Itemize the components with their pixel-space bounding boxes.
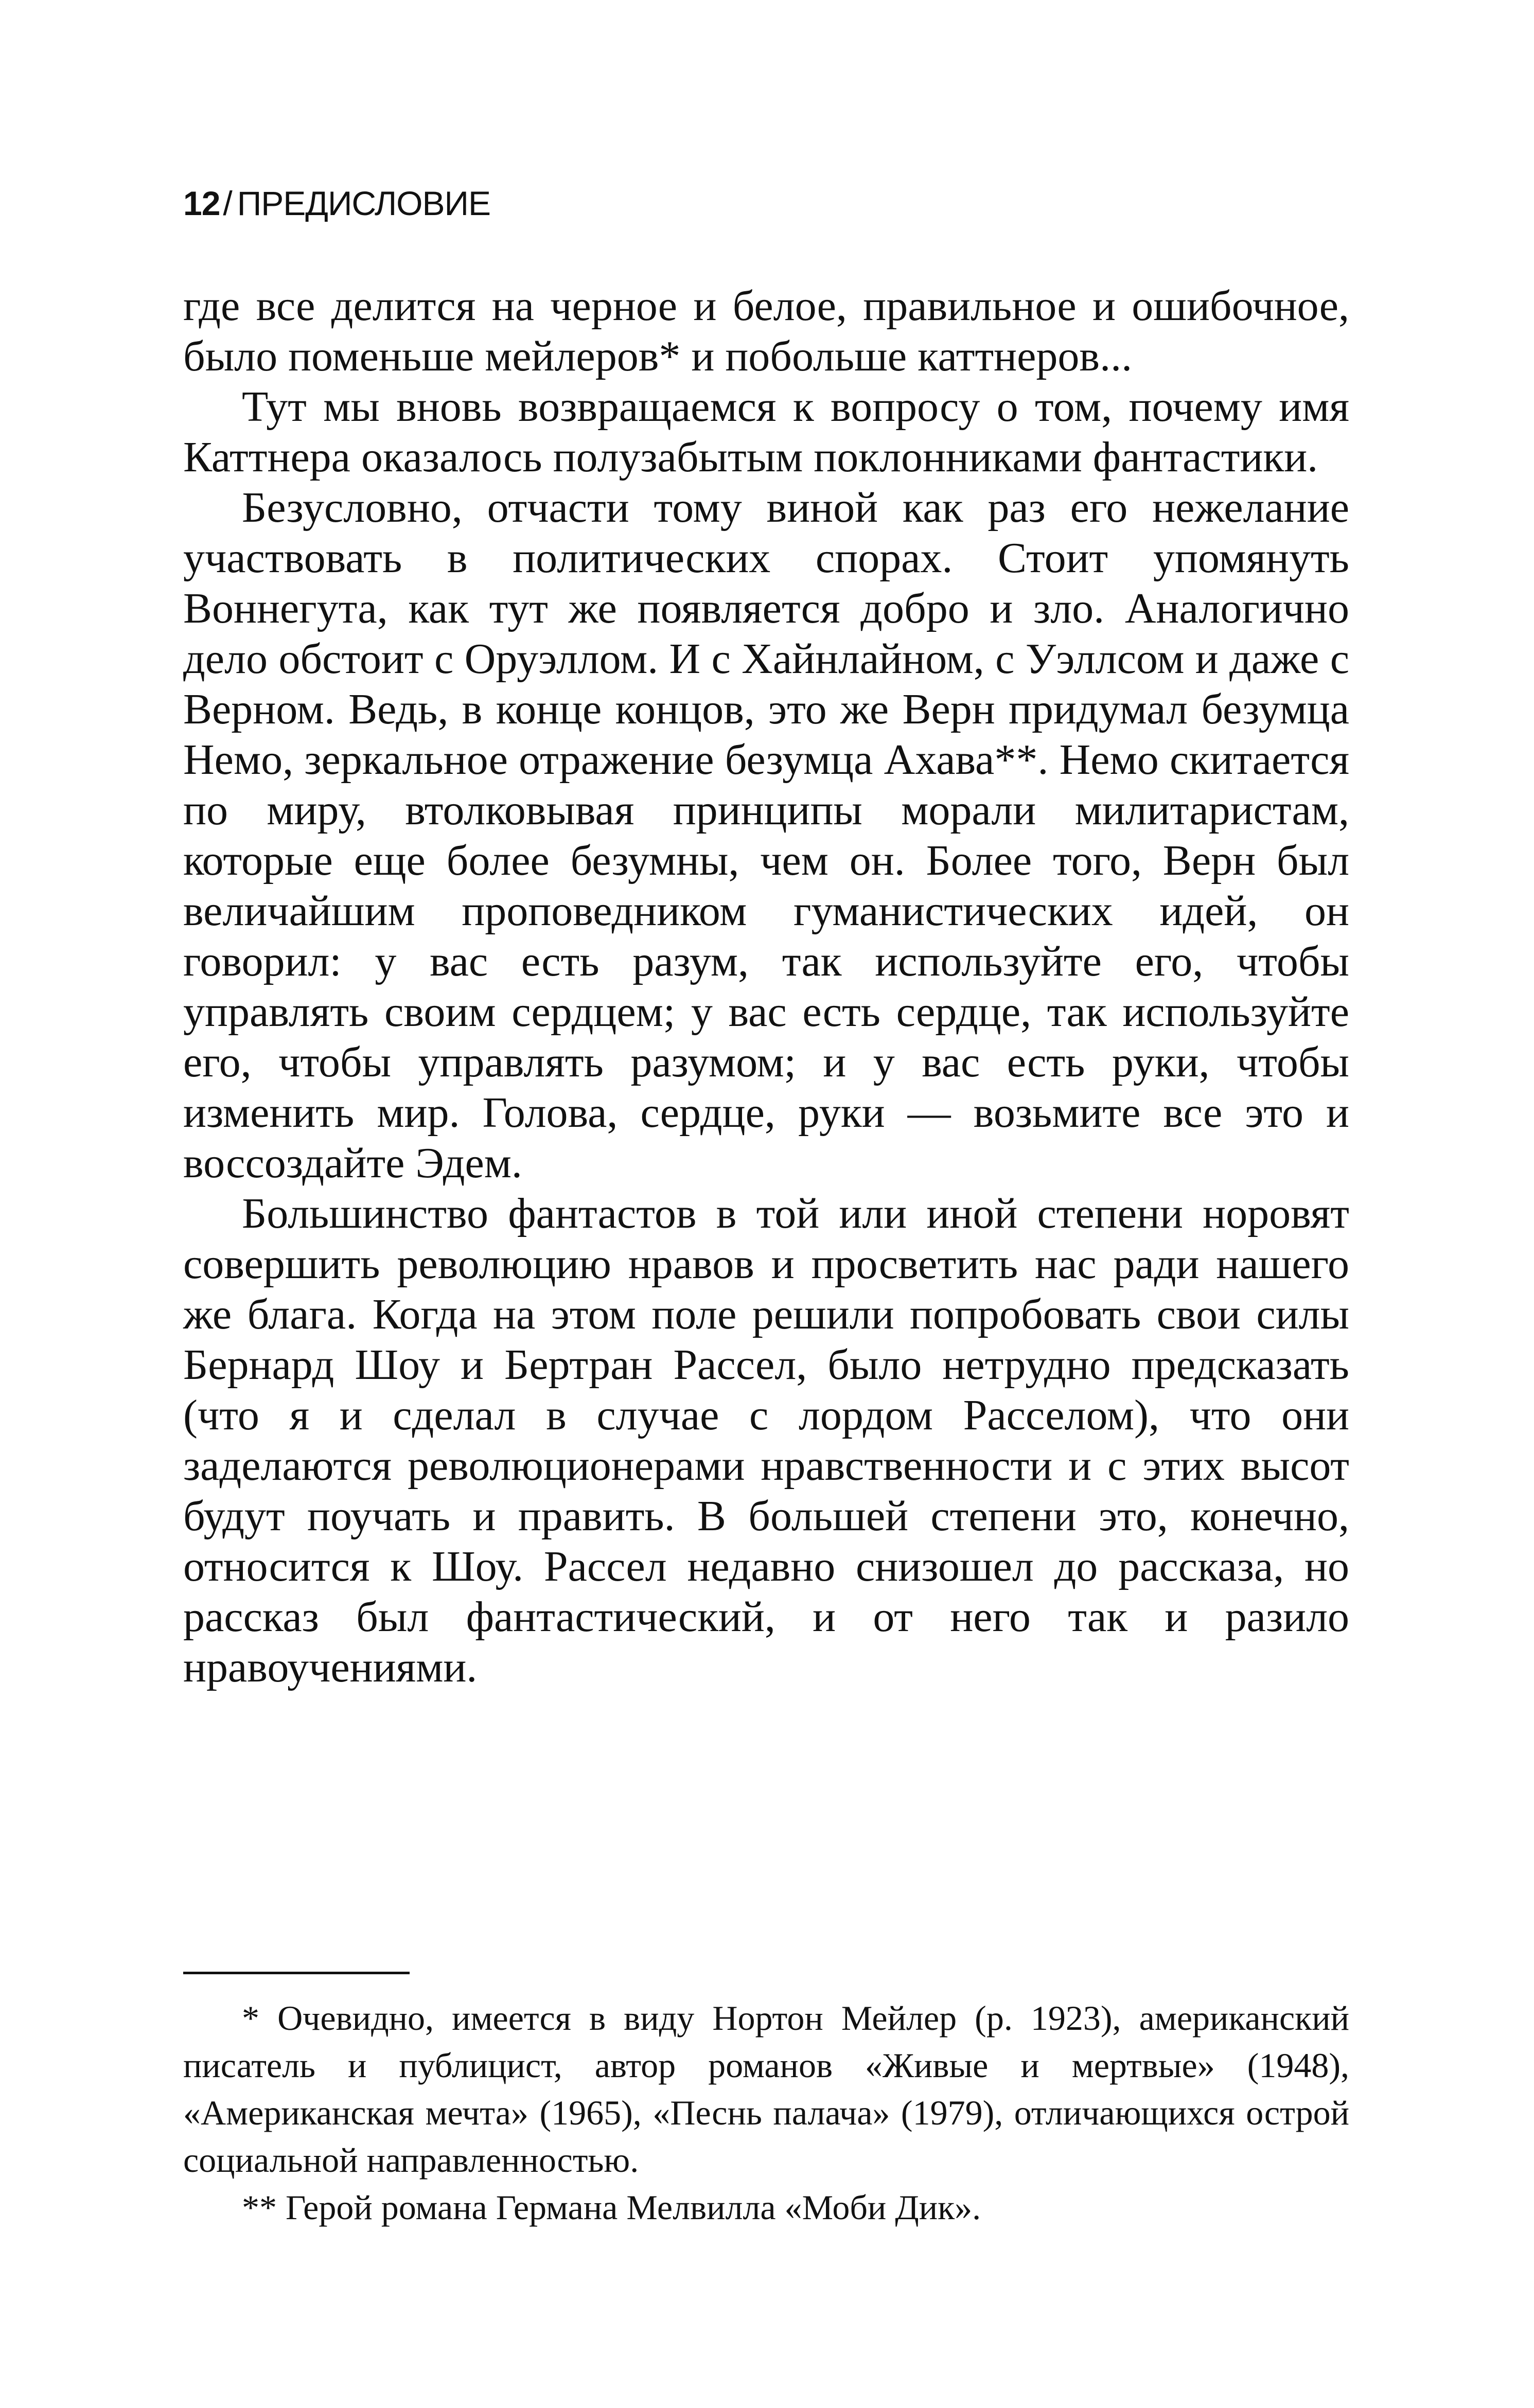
section-title: ПРЕДИСЛОВИЕ (237, 184, 490, 222)
running-head (183, 180, 490, 226)
footnote-divider (183, 1972, 410, 1974)
page-number: 12 (183, 184, 220, 222)
footnote: * Очевидно, имеется в виду Нортон Мейлер (р. 1923), американский писатель и публицист, автор романов «Живые и мертвые» (1948), «Американская мечта» (1965), «Песнь палача» (1979), отличающихся острой социальной направленностью. (183, 1998, 1349, 2180)
header-separator: / (223, 184, 232, 222)
paragraph: Безусловно, отчасти тому виной как раз его нежелание участвовать в политических спорах. Стоит упомянуть Воннегута, как тут же появляется добро и зло. Аналогично дело обстоит с Оруэллом. И с Хайнлайном, с Уэллсом и даже с Верном. Ведь, в конце концов, это же Верн придумал безумца Немо, зеркальное отражение безумца Ахава**. Немо скитается по миру, втолковывая принципы морали милитаристам, которые еще более безумны, чем он. Более того, Верн был величайшим проповедником гуманистических идей, он говорил: у вас есть разум, так используйте его, чтобы управлять своим сердцем; у вас есть сердце, так используйте его, чтобы управлять разумом; и у вас есть руки, чтобы изменить мир. Голова, сердце, руки — возьмите все это и воссоздайте Эдем. (183, 484, 1349, 1187)
main-text (183, 281, 1349, 1693)
paragraph: Большинство фантастов в той или иной степени норовят совершить революцию нравов и просветить нас ради нашего же блага. Когда на этом поле решили попробовать свои силы Бернард Шоу и Бертран Рассел, было нетрудно предсказать (что я и сделал в случае с лордом Расселом), что они заделаются революционерами нравственности и с этих высот будут поучать и править. В большей степени это, конечно, относится к Шоу. Рассел недавно снизошел до рассказа, но рассказ был фантастический, и от него так и разило нравоучениями. (183, 1190, 1349, 1691)
footnote: ** Герой романа Германа Мелвилла «Моби Дик». (242, 2188, 981, 2227)
footnotes (183, 1994, 1349, 2231)
paragraph: где все делится на черное и белое, правильное и ошибочное, было поменьше мейлеров* и побольше каттнеров... (183, 282, 1349, 380)
paragraph: Тут мы вновь возвращаемся к вопросу о том, почему имя Каттнера оказалось полузабытым поклонниками фантастики. (183, 383, 1349, 481)
